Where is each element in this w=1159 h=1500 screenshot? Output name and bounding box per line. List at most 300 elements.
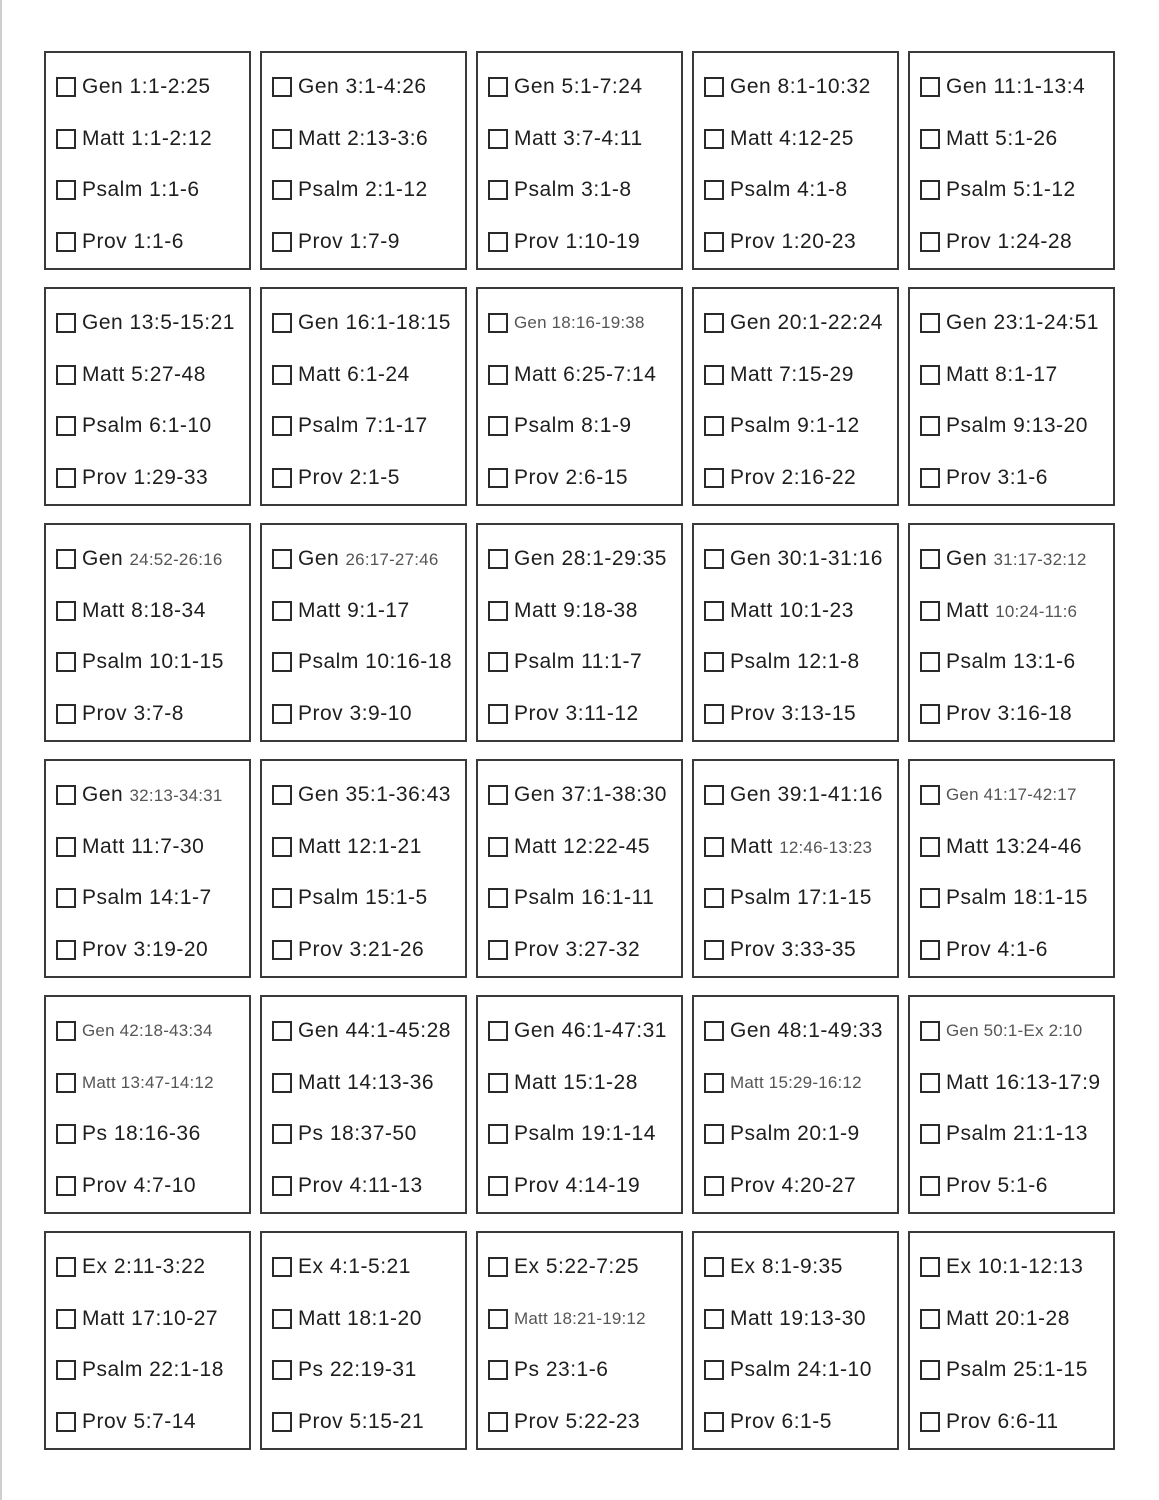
checkbox[interactable]: [56, 1360, 76, 1380]
reading-item[interactable]: [704, 1109, 897, 1161]
checkbox[interactable]: [488, 601, 508, 621]
reading-item[interactable]: [704, 452, 897, 504]
reading-reference: Prov 2:1-5: [298, 466, 400, 490]
checkbox[interactable]: [272, 313, 292, 333]
checkbox[interactable]: [920, 549, 940, 569]
reading-item[interactable]: [488, 349, 681, 401]
reading-reference: Psalm 2:1-12: [298, 178, 428, 202]
reading-item[interactable]: [488, 924, 681, 976]
reading-item[interactable]: [272, 533, 465, 585]
reading-reference: Matt 10:1-23: [730, 598, 854, 622]
checkbox[interactable]: [704, 180, 724, 200]
reading-reference: Matt 7:15-29: [730, 362, 854, 386]
reading-item[interactable]: [488, 821, 681, 873]
reading-item[interactable]: [704, 165, 897, 217]
checkbox[interactable]: [704, 313, 724, 333]
checkbox[interactable]: [272, 837, 292, 857]
reading-reference: Matt 3:7-4:11: [514, 126, 643, 150]
reading-item[interactable]: [272, 349, 465, 401]
checkbox[interactable]: [488, 652, 508, 672]
reading-item[interactable]: [272, 1057, 465, 1109]
reading-item[interactable]: [272, 61, 465, 113]
reading-item[interactable]: [920, 1396, 1113, 1448]
reading-card: [260, 759, 467, 978]
reading-item[interactable]: [488, 216, 681, 268]
reading-item[interactable]: [56, 349, 249, 401]
checkbox[interactable]: [704, 1360, 724, 1380]
checkbox[interactable]: [920, 1073, 940, 1093]
checkbox[interactable]: [704, 365, 724, 385]
reading-item[interactable]: [272, 452, 465, 504]
reading-item[interactable]: [920, 165, 1113, 217]
checkbox[interactable]: [272, 365, 292, 385]
reading-item[interactable]: [488, 61, 681, 113]
reading-item[interactable]: [920, 113, 1113, 165]
reading-item[interactable]: [704, 401, 897, 453]
reading-item[interactable]: [272, 1293, 465, 1345]
reading-reference: Psalm 18:1-15: [946, 886, 1088, 910]
checkbox[interactable]: [920, 652, 940, 672]
reading-item[interactable]: [488, 297, 681, 349]
reading-card: [908, 523, 1115, 742]
reading-card: [260, 51, 467, 270]
reading-item[interactable]: [488, 1345, 681, 1397]
reading-item[interactable]: [920, 452, 1113, 504]
reading-item[interactable]: [488, 637, 681, 689]
reading-reference: Matt 15:1-28: [514, 1070, 638, 1094]
reading-item[interactable]: [56, 216, 249, 268]
reading-card: [44, 1231, 251, 1450]
reading-item[interactable]: [56, 1396, 249, 1448]
reading-item[interactable]: [704, 688, 897, 740]
reading-reference: Prov 1:29-33: [82, 466, 209, 490]
reading-reference: Prov 2:16-22: [730, 466, 857, 490]
checkbox[interactable]: [488, 1176, 508, 1196]
checkbox[interactable]: [920, 1176, 940, 1196]
reading-item[interactable]: [920, 637, 1113, 689]
reading-item[interactable]: [488, 1396, 681, 1448]
checkbox[interactable]: [920, 785, 940, 805]
checkbox[interactable]: [488, 232, 508, 252]
reading-item[interactable]: [920, 688, 1113, 740]
checkbox[interactable]: [56, 468, 76, 488]
reading-reference: Prov 4:11-13: [298, 1174, 423, 1198]
checkbox[interactable]: [56, 888, 76, 908]
checkbox[interactable]: [272, 1021, 292, 1041]
reading-item[interactable]: [704, 1160, 897, 1212]
reading-item[interactable]: [704, 1345, 897, 1397]
reading-item[interactable]: [920, 1160, 1113, 1212]
checkbox[interactable]: [704, 468, 724, 488]
checkbox[interactable]: [920, 940, 940, 960]
reading-reference: Prov 3:27-32: [514, 938, 641, 962]
checkbox[interactable]: [488, 1073, 508, 1093]
checkbox[interactable]: [56, 1257, 76, 1277]
checkbox[interactable]: [920, 232, 940, 252]
reading-item[interactable]: [272, 688, 465, 740]
checkbox[interactable]: [56, 416, 76, 436]
checkbox[interactable]: [920, 704, 940, 724]
reading-item[interactable]: [488, 1005, 681, 1057]
checkbox[interactable]: [272, 1073, 292, 1093]
reading-item[interactable]: [56, 924, 249, 976]
reading-item[interactable]: [920, 401, 1113, 453]
reading-item[interactable]: [272, 1241, 465, 1293]
reading-item[interactable]: [704, 873, 897, 925]
checkbox[interactable]: [488, 365, 508, 385]
reading-reference: Psalm 16:1-11: [514, 886, 655, 910]
reading-item[interactable]: [272, 637, 465, 689]
reading-item[interactable]: [272, 769, 465, 821]
checkbox[interactable]: [704, 601, 724, 621]
reading-reference: Gen 37:1-38:30: [514, 782, 667, 806]
reading-item[interactable]: [704, 1005, 897, 1057]
reading-reference: Psalm 8:1-9: [514, 414, 632, 438]
checkbox[interactable]: [56, 313, 76, 333]
checkbox[interactable]: [704, 652, 724, 672]
checkbox[interactable]: [56, 940, 76, 960]
reading-item[interactable]: [920, 297, 1113, 349]
checkbox[interactable]: [920, 468, 940, 488]
checkbox[interactable]: [920, 129, 940, 149]
reading-reference: Ex 5:22-7:25: [514, 1254, 640, 1278]
reading-reference: Matt 6:1-24: [298, 362, 410, 386]
reading-item[interactable]: [488, 1057, 681, 1109]
reading-item[interactable]: [272, 1005, 465, 1057]
checkbox[interactable]: [704, 1257, 724, 1277]
checkbox[interactable]: [704, 549, 724, 569]
reading-reference: Prov 5:7-14: [82, 1410, 197, 1434]
reading-item[interactable]: [272, 297, 465, 349]
reading-reference: Matt 14:13-36: [298, 1070, 435, 1094]
checkbox[interactable]: [920, 416, 940, 436]
reading-item[interactable]: [272, 924, 465, 976]
checkbox[interactable]: [56, 1412, 76, 1432]
checkbox[interactable]: [56, 1124, 76, 1144]
reading-item[interactable]: [56, 688, 249, 740]
checkbox[interactable]: [272, 180, 292, 200]
checkbox[interactable]: [920, 77, 940, 97]
reading-item[interactable]: [920, 1109, 1113, 1161]
checkbox[interactable]: [488, 77, 508, 97]
checkbox[interactable]: [488, 416, 508, 436]
checkbox[interactable]: [704, 129, 724, 149]
checkbox[interactable]: [920, 1309, 940, 1329]
reading-item[interactable]: [56, 401, 249, 453]
checkbox[interactable]: [272, 232, 292, 252]
reading-reference: Prov 1:1-6: [82, 230, 184, 254]
checkbox[interactable]: [56, 232, 76, 252]
checkbox[interactable]: [488, 313, 508, 333]
reading-item[interactable]: [704, 113, 897, 165]
checkbox[interactable]: [272, 1412, 292, 1432]
checkbox[interactable]: [704, 888, 724, 908]
reading-item[interactable]: [56, 113, 249, 165]
reading-card: [908, 1231, 1115, 1450]
reading-reference: Prov 2:6-15: [514, 466, 629, 490]
reading-item[interactable]: [272, 1160, 465, 1212]
checkbox[interactable]: [704, 837, 724, 857]
checkbox[interactable]: [56, 652, 76, 672]
reading-item[interactable]: [920, 61, 1113, 113]
reading-item[interactable]: [488, 1160, 681, 1212]
checkbox[interactable]: [272, 1257, 292, 1277]
reading-item[interactable]: [56, 585, 249, 637]
checkbox[interactable]: [272, 468, 292, 488]
reading-item[interactable]: [56, 1109, 249, 1161]
checkbox[interactable]: [704, 1412, 724, 1432]
reading-reference: Prov 3:7-8: [82, 702, 184, 726]
reading-item[interactable]: [56, 61, 249, 113]
reading-item[interactable]: [920, 349, 1113, 401]
reading-item[interactable]: [488, 769, 681, 821]
reading-item[interactable]: [56, 637, 249, 689]
reading-reference: Gen 13:5-15:21: [82, 310, 235, 334]
reading-item[interactable]: [920, 924, 1113, 976]
reading-item[interactable]: [488, 1109, 681, 1161]
checkbox[interactable]: [920, 1412, 940, 1432]
reading-item[interactable]: [56, 1345, 249, 1397]
reading-item[interactable]: [920, 769, 1113, 821]
checkbox[interactable]: [704, 416, 724, 436]
checkbox[interactable]: [272, 549, 292, 569]
reading-reference: Psalm 14:1-7: [82, 886, 212, 910]
checkbox[interactable]: [920, 313, 940, 333]
checkbox[interactable]: [272, 652, 292, 672]
reading-card: [44, 995, 251, 1214]
reading-reference: Prov 3:33-35: [730, 938, 857, 962]
reading-reference: Prov 3:1-6: [946, 466, 1048, 490]
reading-item[interactable]: [920, 1293, 1113, 1345]
reading-card: [476, 759, 683, 978]
checkbox[interactable]: [56, 837, 76, 857]
checkbox[interactable]: [920, 601, 940, 621]
checkbox[interactable]: [488, 549, 508, 569]
reading-item[interactable]: [488, 165, 681, 217]
reading-reference: Prov 3:19-20: [82, 938, 209, 962]
checkbox[interactable]: [56, 77, 76, 97]
checkbox[interactable]: [488, 468, 508, 488]
checkbox[interactable]: [704, 232, 724, 252]
reading-card: [476, 51, 683, 270]
reading-reference: Ex 8:1-9:35: [730, 1254, 843, 1278]
reading-reference: Prov 1:7-9: [298, 230, 400, 254]
reading-reference: Matt 15:29-16:12: [730, 1072, 862, 1092]
reading-card: [260, 1231, 467, 1450]
reading-item[interactable]: [920, 1345, 1113, 1397]
checkbox[interactable]: [488, 1412, 508, 1432]
reading-item[interactable]: [920, 873, 1113, 925]
reading-item[interactable]: [704, 585, 897, 637]
reading-item[interactable]: [920, 533, 1113, 585]
checkbox[interactable]: [704, 940, 724, 960]
reading-item[interactable]: [488, 533, 681, 585]
reading-reference: Gen 23:1-24:51: [946, 310, 1099, 334]
reading-card: [692, 287, 899, 506]
checkbox[interactable]: [272, 1360, 292, 1380]
checkbox[interactable]: [488, 785, 508, 805]
checkbox[interactable]: [272, 1176, 292, 1196]
checkbox[interactable]: [488, 1124, 508, 1144]
reading-reference: Gen 8:1-10:32: [730, 74, 871, 98]
checkbox[interactable]: [704, 1021, 724, 1041]
reading-card: [476, 1231, 683, 1450]
checkbox[interactable]: [488, 1257, 508, 1277]
reading-item[interactable]: [56, 1160, 249, 1212]
reading-reference: Matt 17:10-27: [82, 1306, 219, 1330]
checkbox[interactable]: [56, 601, 76, 621]
checkbox[interactable]: [56, 549, 76, 569]
checkbox[interactable]: [920, 1257, 940, 1277]
reading-item[interactable]: [272, 165, 465, 217]
checkbox[interactable]: [56, 704, 76, 724]
checkbox[interactable]: [56, 1176, 76, 1196]
checkbox[interactable]: [272, 77, 292, 97]
reading-reference: Psalm 21:1-13: [946, 1122, 1088, 1146]
reading-item[interactable]: [272, 1396, 465, 1448]
checkbox[interactable]: [488, 704, 508, 724]
reading-item[interactable]: [272, 216, 465, 268]
reading-reference: Gen 28:1-29:35: [514, 546, 667, 570]
checkbox[interactable]: [488, 888, 508, 908]
checkbox[interactable]: [920, 837, 940, 857]
reading-item[interactable]: [56, 533, 249, 585]
reading-reference: Prov 5:1-6: [946, 1174, 1048, 1198]
checkbox[interactable]: [56, 129, 76, 149]
reading-item[interactable]: [704, 297, 897, 349]
checkbox[interactable]: [920, 180, 940, 200]
checkbox[interactable]: [56, 1021, 76, 1041]
checkbox[interactable]: [704, 77, 724, 97]
checkbox[interactable]: [272, 888, 292, 908]
checkbox[interactable]: [272, 416, 292, 436]
reading-item[interactable]: [704, 1293, 897, 1345]
checkbox[interactable]: [488, 180, 508, 200]
reading-item[interactable]: [920, 585, 1113, 637]
checkbox[interactable]: [56, 1073, 76, 1093]
reading-item[interactable]: [920, 821, 1113, 873]
reading-item[interactable]: [272, 1109, 465, 1161]
reading-item[interactable]: [704, 1057, 897, 1109]
reading-item[interactable]: [488, 1293, 681, 1345]
reading-item[interactable]: [704, 61, 897, 113]
reading-item[interactable]: [920, 1005, 1113, 1057]
reading-card: [260, 523, 467, 742]
checkbox[interactable]: [488, 1021, 508, 1041]
checkbox[interactable]: [704, 1176, 724, 1196]
checkbox[interactable]: [704, 1309, 724, 1329]
reading-item[interactable]: [56, 165, 249, 217]
reading-reference: Psalm 25:1-15: [946, 1358, 1088, 1382]
reading-reference: Matt 9:1-17: [298, 598, 410, 622]
reading-item[interactable]: [704, 349, 897, 401]
reading-item[interactable]: [704, 1241, 897, 1293]
checkbox[interactable]: [920, 1360, 940, 1380]
reading-item[interactable]: [272, 1345, 465, 1397]
reading-item[interactable]: [704, 216, 897, 268]
reading-reference: Gen 46:1-47:31: [514, 1018, 667, 1042]
checkbox[interactable]: [56, 1309, 76, 1329]
reading-item[interactable]: [56, 1005, 249, 1057]
checkbox[interactable]: [920, 1124, 940, 1144]
checkbox[interactable]: [704, 1073, 724, 1093]
reading-item[interactable]: [488, 688, 681, 740]
reading-item[interactable]: [56, 1293, 249, 1345]
reading-item[interactable]: [704, 533, 897, 585]
reading-item[interactable]: [488, 873, 681, 925]
reading-item[interactable]: [272, 401, 465, 453]
reading-card: [476, 523, 683, 742]
checkbox[interactable]: [56, 180, 76, 200]
checkbox[interactable]: [272, 940, 292, 960]
reading-reference: Ps 18:37-50: [298, 1122, 417, 1146]
reading-item[interactable]: [56, 297, 249, 349]
reading-item[interactable]: [272, 873, 465, 925]
reading-reference: Psalm 22:1-18: [82, 1358, 224, 1382]
reading-reference: Matt 16:13-17:9: [946, 1070, 1101, 1094]
checkbox[interactable]: [704, 704, 724, 724]
reading-item[interactable]: [488, 1241, 681, 1293]
reading-item[interactable]: [704, 769, 897, 821]
reading-reference: Prov 6:1-5: [730, 1410, 832, 1434]
reading-item[interactable]: [56, 769, 249, 821]
reading-item[interactable]: [56, 1241, 249, 1293]
reading-item[interactable]: [920, 1241, 1113, 1293]
checkbox[interactable]: [488, 1360, 508, 1380]
checkbox[interactable]: [704, 1124, 724, 1144]
checkbox[interactable]: [920, 888, 940, 908]
checkbox[interactable]: [272, 601, 292, 621]
checkbox[interactable]: [272, 785, 292, 805]
reading-item[interactable]: [704, 1396, 897, 1448]
reading-item[interactable]: [488, 113, 681, 165]
reading-reference: Ps 18:16-36: [82, 1122, 201, 1146]
reading-item[interactable]: [56, 873, 249, 925]
checkbox[interactable]: [920, 1021, 940, 1041]
checkbox[interactable]: [272, 129, 292, 149]
checkbox[interactable]: [56, 365, 76, 385]
checkbox[interactable]: [704, 785, 724, 805]
reading-item[interactable]: [488, 585, 681, 637]
reading-item[interactable]: [272, 113, 465, 165]
checkbox[interactable]: [272, 1124, 292, 1144]
reading-item[interactable]: [704, 924, 897, 976]
checkbox[interactable]: [488, 837, 508, 857]
reading-item[interactable]: [488, 401, 681, 453]
reading-reference: Matt 8:1-17: [946, 362, 1058, 386]
reading-item[interactable]: [704, 637, 897, 689]
checkbox[interactable]: [488, 940, 508, 960]
reading-reference: Matt 5:1-26: [946, 126, 1058, 150]
reading-item[interactable]: [488, 452, 681, 504]
checkbox[interactable]: [56, 785, 76, 805]
checkbox[interactable]: [272, 1309, 292, 1329]
checkbox[interactable]: [920, 365, 940, 385]
reading-item[interactable]: [272, 585, 465, 637]
checkbox[interactable]: [488, 1309, 508, 1329]
reading-item[interactable]: [56, 452, 249, 504]
reading-item[interactable]: [920, 1057, 1113, 1109]
reading-reference: Gen 35:1-36:43: [298, 782, 451, 806]
reading-item[interactable]: [704, 821, 897, 873]
checkbox[interactable]: [272, 704, 292, 724]
reading-item[interactable]: [920, 216, 1113, 268]
checkbox[interactable]: [488, 129, 508, 149]
reading-item[interactable]: [56, 1057, 249, 1109]
reading-reference: Psalm 7:1-17: [298, 414, 428, 438]
reading-item[interactable]: [272, 821, 465, 873]
reading-item[interactable]: [56, 821, 249, 873]
